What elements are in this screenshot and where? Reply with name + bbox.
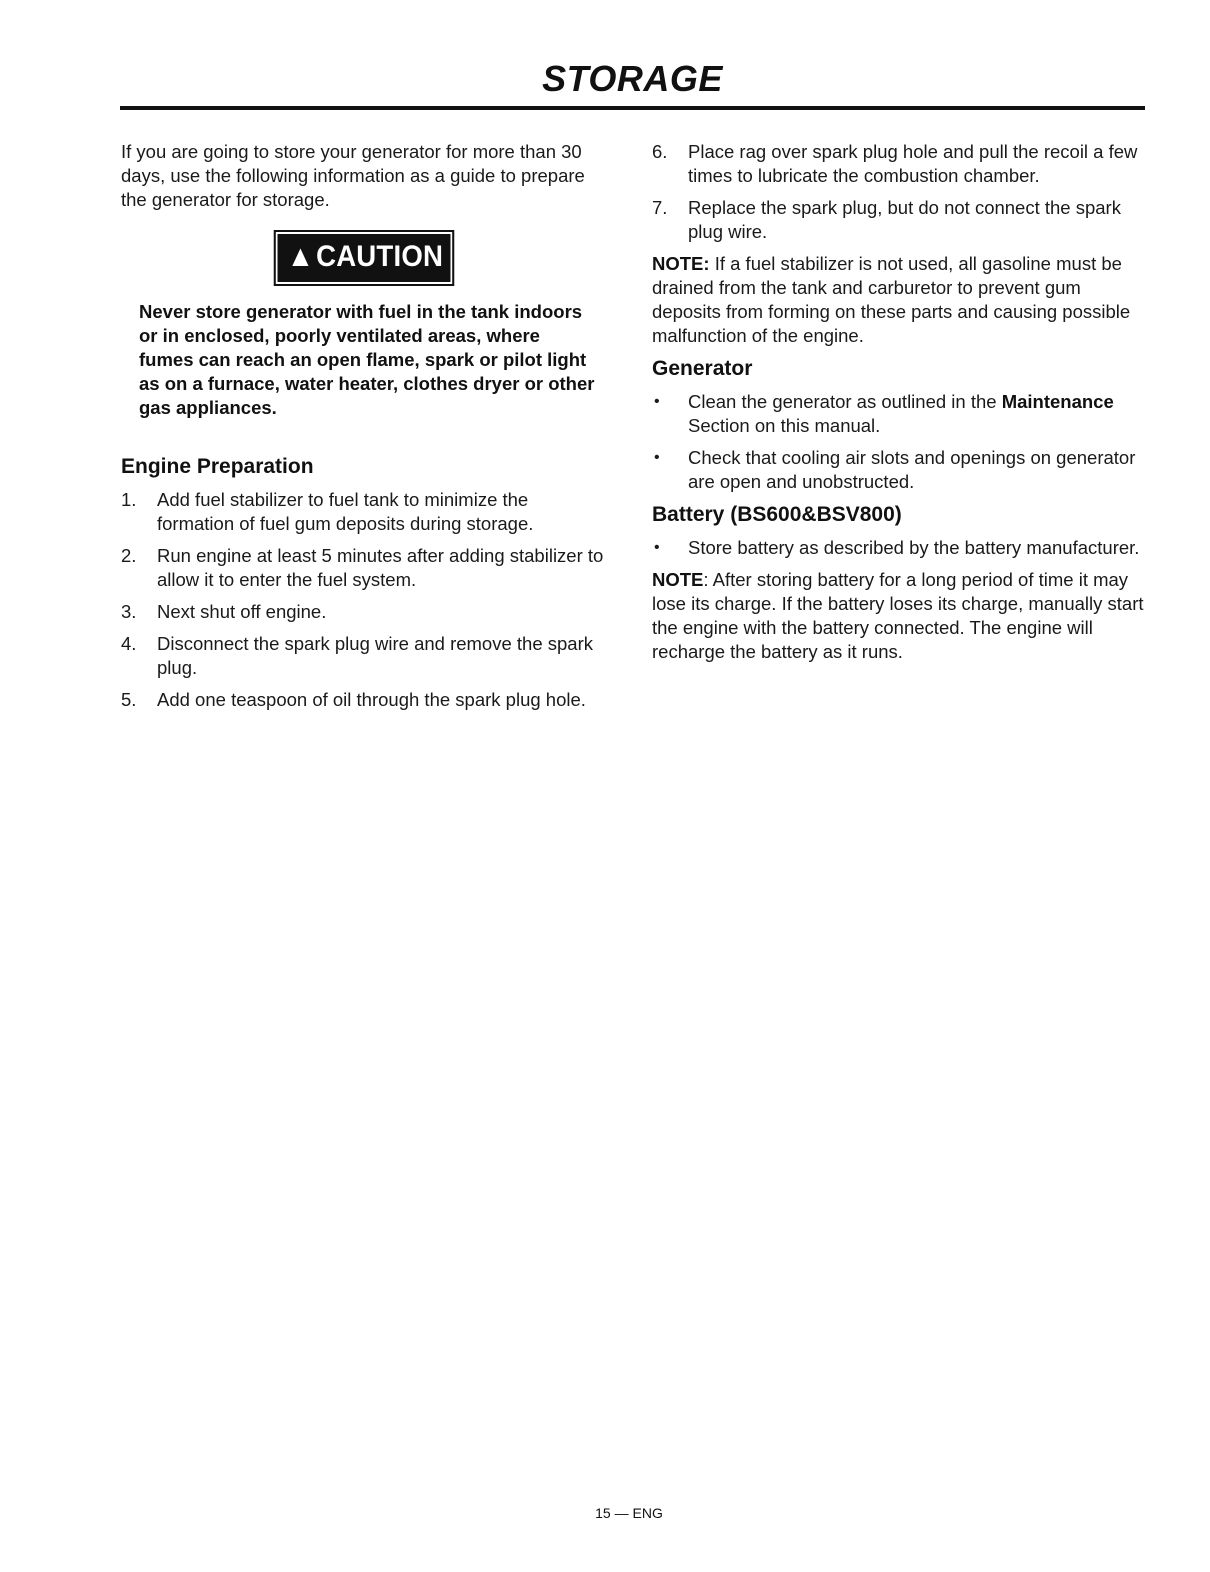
bullet-icon: • [654, 539, 660, 556]
bullet-icon: • [654, 449, 660, 466]
battery-note [652, 568, 1147, 664]
step-number: 6. [652, 141, 668, 162]
page-footer: 15 — ENG [595, 1505, 663, 1521]
note-text: : After storing battery for a long period of time it may lose its charge. If the battery loses its charge, manually start the engine with the battery connected. The engine will recharge the battery as it runs. [652, 569, 1144, 662]
maintenance-section-ref: Maintenance [1001, 391, 1114, 412]
step-text: Run engine at least 5 minutes after adding stabilizer to allow it to enter the fuel system. [157, 545, 604, 590]
step-number: 5. [121, 689, 137, 710]
bullet-icon: • [654, 393, 660, 410]
battery-list [652, 536, 1147, 560]
bullet-text-post: Section on this manual. [688, 415, 881, 436]
step-number: 7. [652, 197, 668, 218]
step-number: 4. [121, 633, 137, 654]
left-column [121, 140, 607, 720]
step-text: Disconnect the spark plug wire and remove the spark plug. [157, 633, 593, 678]
caution-text: CAUTION [316, 240, 444, 273]
note-label: NOTE: [652, 253, 710, 274]
list-item [121, 632, 607, 680]
note-text: If a fuel stabilizer is not used, all gasoline must be drained from the tank and carburetor to prevent gum deposits from forming on these parts and causing possible malfunction of the engine. [652, 253, 1131, 346]
list-item [121, 600, 607, 624]
step-text: Add fuel stabilizer to fuel tank to minimize the formation of fuel gum deposits during storage. [157, 489, 534, 534]
title-rule [120, 106, 1145, 110]
bullet-text: Store battery as described by the battery manufacturer. [688, 537, 1140, 558]
fuel-stabilizer-note [652, 252, 1147, 348]
page-title: STORAGE [542, 58, 723, 99]
step-number: 3. [121, 601, 137, 622]
generator-list [652, 390, 1147, 494]
engine-preparation-heading: Engine Preparation [121, 455, 314, 478]
caution-label-wrap [121, 230, 607, 286]
step-text: Place rag over spark plug hole and pull the recoil a few times to lubricate the combustion chamber. [688, 141, 1138, 186]
list-item [652, 140, 1147, 188]
list-item [121, 488, 607, 536]
generator-heading: Generator [652, 357, 753, 380]
caution-label [274, 230, 454, 286]
step-text: Replace the spark plug, but do not connect the spark plug wire. [688, 197, 1121, 242]
battery-heading: Battery (BS600&BSV800) [652, 503, 902, 526]
list-item [121, 544, 607, 592]
note-label: NOTE [652, 569, 704, 590]
list-item [121, 688, 607, 712]
bullet-text-pre: Clean the generator as outlined in the [688, 391, 997, 412]
list-item [652, 390, 1147, 438]
right-column [652, 140, 1147, 672]
step-number: 2. [121, 545, 137, 566]
list-item [652, 196, 1147, 244]
step-number: 1. [121, 489, 137, 510]
intro-paragraph: If you are going to store your generator for more than 30 days, use the following information as a guide to prepare the generator for storage. [121, 141, 585, 210]
engine-steps-list [121, 488, 607, 712]
engine-steps-list-continued [652, 140, 1147, 244]
step-text: Add one teaspoon of oil through the spark plug hole. [157, 689, 586, 710]
warning-triangle-icon: ▲ [286, 240, 315, 273]
caution-warning-text: Never store generator with fuel in the tank indoors or in enclosed, poorly ventilated areas, where fumes can reach an open flame, spark or pilot light as on a furnace, water heater, clothes dryer or other gas appliances. [139, 301, 595, 418]
list-item [652, 536, 1147, 560]
step-text: Next shut off engine. [157, 601, 327, 622]
bullet-text: Check that cooling air slots and openings on generator are open and unobstructed. [688, 447, 1136, 492]
list-item [652, 446, 1147, 494]
